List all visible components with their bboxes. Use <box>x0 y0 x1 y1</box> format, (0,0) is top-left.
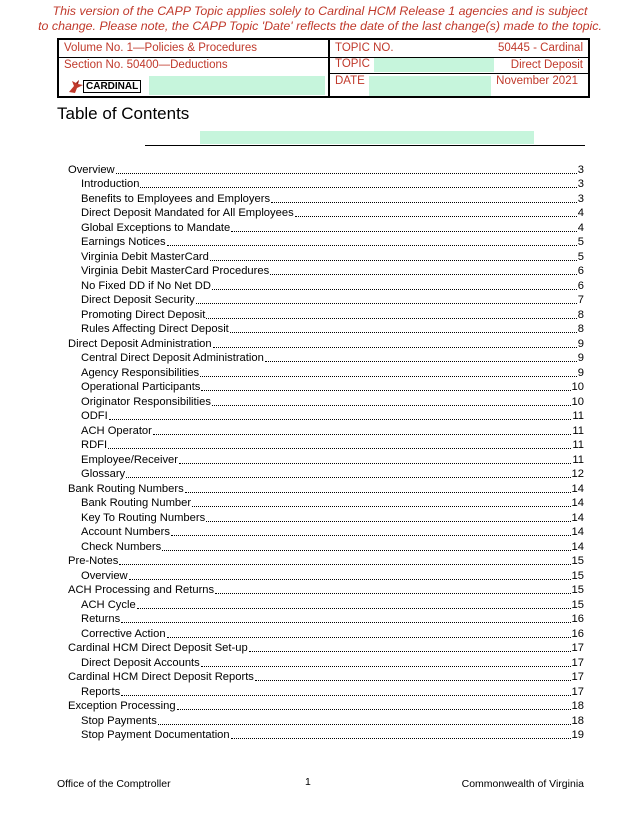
toc-entry[interactable] <box>68 278 584 293</box>
toc-entry-page: 3 <box>577 192 584 205</box>
toc-entry-page: 6 <box>577 265 584 277</box>
toc-entry[interactable] <box>68 177 584 192</box>
toc-entry-page: 10 <box>571 395 584 408</box>
toc-entry[interactable] <box>68 307 584 322</box>
toc-entry-page: 15 <box>571 584 584 596</box>
toc-entry[interactable] <box>68 394 584 409</box>
footer-right: Commonwealth of Virginia <box>461 778 584 790</box>
toc-entry-title: Exception Processing <box>68 700 176 712</box>
toc-entry-title: RDFI <box>81 439 108 451</box>
toc-dot-leader <box>116 173 577 174</box>
topic-label: TOPIC <box>335 58 370 70</box>
toc-dot-leader <box>201 666 571 667</box>
toc-entry[interactable] <box>68 525 584 540</box>
toc-entry-page: 10 <box>571 381 584 393</box>
toc-entry-title: Benefits to Employees and Employers <box>81 192 271 205</box>
footer-left: Office of the Comptroller <box>57 778 171 790</box>
date-highlight <box>369 76 491 96</box>
toc-entry-page: 11 <box>572 410 584 422</box>
toc-entry[interactable] <box>68 438 584 453</box>
toc-entry[interactable] <box>68 322 584 337</box>
page-title: Table of Contents <box>57 104 190 123</box>
toc-entry-title: Returns <box>81 613 121 625</box>
toc-entry-title: Promoting Direct Deposit <box>81 308 206 321</box>
toc-entry-title: Agency Responsibilities <box>81 366 200 379</box>
toc-entry-page: 16 <box>571 627 584 640</box>
toc-entry[interactable] <box>68 713 584 728</box>
toc-entry[interactable] <box>68 191 584 206</box>
toc-dot-leader <box>162 550 570 551</box>
disclaimer-banner <box>0 4 640 34</box>
document-header-table <box>57 38 590 98</box>
toc-entry[interactable] <box>68 481 584 496</box>
logo-wordmark: CARDINAL <box>83 80 141 93</box>
toc-dot-leader <box>230 332 577 333</box>
toc-entry-title: Pre-Notes <box>68 555 119 567</box>
toc-dot-leader <box>265 361 577 362</box>
toc-entry-title: Operational Participants <box>81 381 201 393</box>
toc-entry-title: Direct Deposit Security <box>81 294 195 306</box>
toc-entry-page: 9 <box>577 352 584 364</box>
toc-entry-title: Overview <box>81 569 128 582</box>
toc-entry-title: Virginia Debit MasterCard <box>81 250 209 263</box>
toc-dot-leader <box>158 724 571 725</box>
toc-entry-title: Earnings Notices <box>81 236 166 248</box>
toc-entry-page: 15 <box>571 598 584 611</box>
toc-entry-page: 5 <box>577 236 584 248</box>
toc-entry-page: 3 <box>577 163 584 176</box>
disclaimer-line-2: to change. Please note, the CAPP Topic 'Date' reflects the date of the last change(s) made to the topic. <box>38 19 602 33</box>
toc-entry-title: No Fixed DD if No Net DD <box>81 279 211 292</box>
toc-entry[interactable] <box>68 670 584 685</box>
date-label: DATE <box>335 75 365 87</box>
toc-entry-page: 9 <box>577 366 584 379</box>
toc-entry-title: Key To Routing Numbers <box>81 511 206 524</box>
toc-entry-page: 9 <box>577 337 584 350</box>
toc-dot-leader <box>231 231 577 232</box>
disclaimer-line-1: This version of the CAPP Topic applies solely to Cardinal HCM Release 1 agencies and is subject <box>52 4 588 18</box>
date-value: November 2021 <box>496 75 578 87</box>
toc-entry-title: Stop Payment Documentation <box>81 729 230 741</box>
toc-entry[interactable] <box>68 452 584 467</box>
toc-entry-title: Rules Affecting Direct Deposit <box>81 323 229 335</box>
toc-entry-page: 11 <box>572 439 584 451</box>
toc-entry-page: 3 <box>577 178 584 190</box>
toc-entry-title: ODFI <box>81 410 108 422</box>
toc-entry[interactable] <box>68 235 584 250</box>
toc-entry-page: 4 <box>577 207 584 219</box>
toc-entry-title: Corrective Action <box>81 627 166 640</box>
toc-entry[interactable] <box>68 684 584 699</box>
toc-entry[interactable] <box>68 467 584 482</box>
toc-entry-page: 19 <box>571 729 584 741</box>
toc-entry[interactable] <box>68 510 584 525</box>
toc-entry-title: Central Direct Deposit Administration <box>81 352 264 364</box>
toc-entry-page: 16 <box>571 613 584 625</box>
topic-highlight <box>374 58 494 72</box>
toc-entry-title: Direct Deposit Administration <box>68 337 212 350</box>
section-label: Section No. 50400—Deductions <box>64 59 228 71</box>
toc-entry-title: Stop Payments <box>81 714 157 727</box>
toc-entry-title: Reports <box>81 685 121 698</box>
topic-no-label: TOPIC NO. <box>335 42 394 54</box>
toc-entry[interactable] <box>68 496 584 511</box>
toc-dot-leader <box>206 521 570 522</box>
toc-entry-page: 14 <box>571 511 584 524</box>
toc-entry-page: 11 <box>572 424 584 437</box>
toc-dot-leader <box>179 463 571 464</box>
title-underline <box>145 145 585 146</box>
table-of-contents <box>68 162 584 742</box>
toc-entry[interactable] <box>68 264 584 279</box>
toc-entry-page: 17 <box>571 671 584 683</box>
toc-entry[interactable] <box>68 554 584 569</box>
toc-dot-leader <box>249 651 571 652</box>
toc-entry[interactable] <box>68 597 584 612</box>
toc-entry-title: Direct Deposit Accounts <box>81 656 200 669</box>
toc-dot-leader <box>270 274 577 275</box>
volume-label: Volume No. 1—Policies & Procedures <box>64 42 258 54</box>
highlight-block <box>149 76 325 95</box>
toc-dot-leader <box>215 593 570 594</box>
toc-dot-leader <box>231 738 571 739</box>
toc-entry[interactable] <box>68 655 584 670</box>
toc-entry-page: 8 <box>577 308 584 321</box>
toc-entry[interactable] <box>68 293 584 308</box>
toc-entry-title: Glossary <box>81 468 126 480</box>
toc-entry-page: 18 <box>571 700 584 712</box>
toc-entry-title: Global Exceptions to Mandate <box>81 221 231 234</box>
toc-entry-page: 17 <box>571 656 584 669</box>
toc-entry-title: Virginia Debit MasterCard Procedures <box>81 265 270 277</box>
topic-no-value: 50445 - Cardinal <box>497 42 583 54</box>
toc-entry-page: 5 <box>577 250 584 263</box>
toc-entry[interactable] <box>68 612 584 627</box>
toc-entry[interactable] <box>68 539 584 554</box>
toc-entry[interactable] <box>68 206 584 221</box>
toc-entry[interactable] <box>68 162 584 177</box>
toc-entry[interactable] <box>68 380 584 395</box>
toc-dot-leader <box>121 695 570 696</box>
toc-dot-leader <box>185 492 571 493</box>
toc-entry-page: 6 <box>577 279 584 292</box>
toc-dot-leader <box>140 187 576 188</box>
toc-entry-page: 17 <box>571 685 584 698</box>
toc-entry[interactable] <box>68 365 584 380</box>
toc-entry-title: ACH Operator <box>81 424 152 437</box>
toc-entry-title: Overview <box>68 163 115 176</box>
topic-value: Direct Deposit <box>510 59 583 71</box>
toc-entry-title: Bank Routing Numbers <box>68 482 184 495</box>
toc-dot-leader <box>192 506 570 507</box>
toc-entry-title: ACH Processing and Returns <box>68 584 215 596</box>
toc-entry-page: 14 <box>571 526 584 538</box>
toc-dot-leader <box>121 622 570 623</box>
toc-entry-title: Bank Routing Number <box>81 497 192 509</box>
toc-entry[interactable] <box>68 728 584 743</box>
toc-entry-page: 15 <box>571 569 584 582</box>
toc-entry[interactable] <box>68 249 584 264</box>
toc-entry[interactable] <box>68 626 584 641</box>
toc-dot-leader <box>171 535 571 536</box>
toc-dot-leader <box>206 318 576 319</box>
toc-entry-page: 14 <box>571 540 584 553</box>
footer-page-number: 1 <box>305 776 311 788</box>
cardinal-logo <box>67 78 141 94</box>
toc-entry-title: Check Numbers <box>81 540 162 553</box>
toc-entry[interactable] <box>68 568 584 583</box>
toc-entry-title: Cardinal HCM Direct Deposit Set-up <box>68 642 248 654</box>
toc-entry[interactable] <box>68 423 584 438</box>
toc-dot-leader <box>109 419 572 420</box>
toc-entry-page: 7 <box>577 294 584 306</box>
toc-entry-page: 14 <box>571 482 584 495</box>
toc-dot-leader <box>200 376 577 377</box>
toc-dot-leader <box>212 289 577 290</box>
toc-dot-leader <box>201 390 570 391</box>
toc-dot-leader <box>126 477 570 478</box>
toc-entry-page: 14 <box>571 497 584 509</box>
toc-entry-title: Introduction <box>81 178 140 190</box>
toc-dot-leader <box>212 405 571 406</box>
toc-entry-page: 17 <box>571 642 584 654</box>
toc-dot-leader <box>167 637 571 638</box>
toc-entry-title: Employee/Receiver <box>81 453 179 466</box>
toc-dot-leader <box>137 608 571 609</box>
toc-dot-leader <box>295 216 577 217</box>
toc-dot-leader <box>153 434 571 435</box>
toc-entry[interactable] <box>68 351 584 366</box>
toc-entry-page: 11 <box>572 453 584 466</box>
toc-entry-page: 12 <box>571 468 584 480</box>
toc-entry[interactable] <box>68 220 584 235</box>
toc-dot-leader <box>255 680 571 681</box>
toc-entry-title: Originator Responsibilities <box>81 395 211 408</box>
toc-entry-page: 18 <box>571 714 584 727</box>
toc-dot-leader <box>119 564 570 565</box>
toc-dot-leader <box>210 260 577 261</box>
toc-entry[interactable] <box>68 583 584 598</box>
toc-dot-leader <box>129 579 571 580</box>
toc-dot-leader <box>271 202 577 203</box>
toc-dot-leader <box>196 303 577 304</box>
toc-dot-leader <box>108 448 571 449</box>
toc-entry[interactable] <box>68 409 584 424</box>
toc-entry-title: ACH Cycle <box>81 598 136 611</box>
toc-entry-page: 15 <box>571 555 584 567</box>
toc-dot-leader <box>177 709 571 710</box>
toc-entry-page: 4 <box>577 221 584 234</box>
toc-entry-page: 8 <box>577 323 584 335</box>
toc-entry-title: Cardinal HCM Direct Deposit Reports <box>68 671 254 683</box>
toc-entry-title: Account Numbers <box>81 526 170 538</box>
toc-dot-leader <box>167 245 577 246</box>
title-highlight <box>200 131 534 144</box>
toc-entry[interactable] <box>68 641 584 656</box>
toc-entry[interactable] <box>68 699 584 714</box>
toc-entry-title: Direct Deposit Mandated for All Employees <box>81 207 294 219</box>
toc-entry[interactable] <box>68 336 584 351</box>
toc-dot-leader <box>213 347 577 348</box>
